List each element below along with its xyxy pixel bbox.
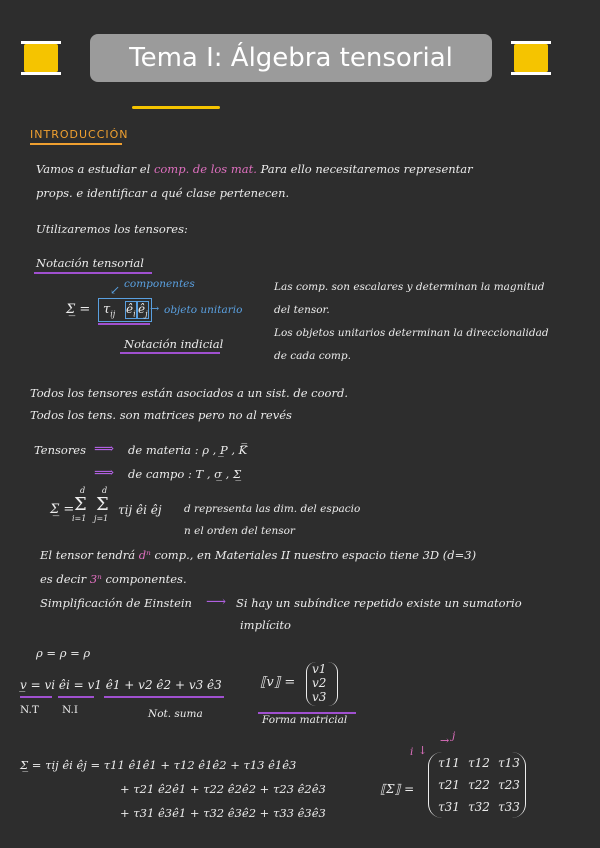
sum-line-2-b: componentes.	[105, 572, 187, 586]
objeto-label: objeto unitario	[164, 304, 243, 316]
sum-dn: dⁿ	[138, 548, 151, 562]
sum-lhs: Σ̲ =	[50, 502, 75, 517]
e2-symbol: ê	[138, 302, 146, 316]
intro-line-1-c: Para ello necesitaremos representar	[260, 162, 473, 176]
notacion-heading: Notación tensorial	[36, 256, 144, 270]
sum-upper-1: d	[80, 486, 86, 495]
m-13: τ13	[498, 756, 520, 770]
e1-sub: i	[133, 309, 136, 319]
intro-heading-underline	[30, 143, 122, 145]
tensores-label: Tensores	[34, 443, 87, 457]
m-32: τ32	[468, 800, 490, 814]
tau-sub: ij	[110, 309, 116, 319]
m-11: τ11	[438, 756, 460, 770]
notacion-e2	[138, 302, 148, 318]
einstein-text-2: implícito	[240, 618, 291, 632]
m-31: τ31	[438, 800, 460, 814]
intro-line-1	[36, 162, 473, 176]
tensor-matrix-lhs: ⟦Σ⟧ =	[380, 782, 415, 796]
e2-sub: j	[145, 309, 148, 319]
notacion-tau	[103, 302, 115, 319]
i-arrow-icon: ↓	[418, 744, 428, 757]
note-2: del tensor.	[274, 304, 330, 316]
props-line-2: Todos los tens. son matrices pero no al revés	[30, 408, 292, 422]
sum-line-1-b: comp., en Materiales II nuestro espacio tiene 3D (d=3)	[154, 548, 477, 562]
m-22: τ22	[468, 778, 490, 792]
vector-matrix-v3: v3	[312, 690, 327, 704]
page-title: Tema I: Álgebra tensorial	[129, 43, 453, 73]
i-label: i	[410, 746, 414, 758]
einstein-text-1: Si hay un subíndice repetido existe un sumatorio	[236, 596, 522, 610]
tensor-row-2: + τ21 ê2ê1 + τ22 ê2ê2 + τ23 ê2ê3	[120, 782, 326, 796]
rho-line: ρ = ρ = ρ	[36, 646, 91, 660]
vector-matrix-v1: v1	[312, 662, 327, 676]
tensores-materia: de materia : ρ , P̲ , K̿	[128, 443, 248, 457]
intro-line-1-a: Vamos a estudiar el	[36, 162, 151, 176]
sum-note-2: n el orden del tensor	[184, 525, 295, 537]
right-tab-decoration	[514, 44, 548, 72]
sum-upper-2: d	[102, 486, 108, 495]
einstein-label: Simplificación de Einstein	[40, 596, 192, 610]
title-underline	[132, 106, 220, 109]
note-1: Las comp. son escalares y determinan la magnitud	[274, 281, 545, 293]
sum-lower-j: j=1	[94, 514, 109, 523]
nt-label: N.T	[20, 704, 39, 716]
m-33: τ33	[498, 800, 520, 814]
props-line-1: Todos los tensores están asociados a un sist. de coord.	[30, 386, 348, 400]
ni-bracket	[58, 696, 94, 698]
intro-line-1-highlight: comp. de los mat.	[153, 162, 257, 176]
indicial-label: Notación indicial	[124, 337, 224, 351]
tau-symbol: τ	[103, 302, 111, 317]
note-4: de cada comp.	[274, 350, 351, 362]
ni-label: N.I	[62, 704, 79, 716]
sum-3n: 3ⁿ	[89, 572, 102, 586]
left-tab-decoration	[24, 44, 58, 72]
sum-line-1-a: El tensor tendrá	[40, 548, 136, 562]
j-label: j	[452, 730, 456, 742]
sum-note-1: d representa las dim. del espacio	[184, 503, 361, 515]
intro-heading: INTRODUCCIÓN	[30, 128, 129, 141]
intro-line-3: Utilizaremos los tensores:	[36, 222, 188, 236]
sum-sigma-1: Σ	[74, 494, 87, 515]
tensor-row-1: Σ̲ = τij êi êj = τ11 ê1ê1 + τ12 ê1ê2 + τ13 ê1ê3	[20, 758, 297, 772]
suma-bracket	[104, 696, 224, 698]
indicial-bracket	[98, 323, 150, 325]
tensores-campo: de campo : T , σ̲ , Σ̲	[128, 467, 242, 481]
nt-bracket	[20, 696, 52, 698]
tensores-arrow-1-icon: ⟹	[94, 441, 115, 457]
tensor-row-3: + τ31 ê3ê1 + τ32 ê3ê2 + τ33 ê3ê3	[120, 806, 326, 820]
indicial-underline	[120, 352, 220, 354]
tensores-arrow-2-icon: ⟹	[94, 465, 115, 481]
note-3: Los objetos unitarios determinan la direccionalidad	[274, 327, 549, 339]
sum-line-1	[40, 548, 476, 562]
not-suma-label: Not. suma	[148, 708, 203, 720]
e1-symbol: ê	[126, 302, 134, 316]
forma-underline	[258, 712, 356, 714]
notacion-heading-underline	[34, 272, 152, 274]
einstein-arrow-icon: ⟶	[206, 594, 227, 610]
componentes-label: componentes	[124, 278, 195, 290]
title-bar	[90, 34, 492, 82]
notacion-lhs: Σ̲ =	[66, 302, 91, 317]
sum-term: τij êi êj	[118, 503, 162, 517]
vector-matrix-lhs: ⟦v⟧ =	[260, 675, 296, 690]
j-arrow-icon: →	[440, 734, 450, 747]
intro-line-2: props. e identificar a qué clase pertenecen.	[36, 186, 290, 200]
objeto-arrow-icon: →	[150, 302, 160, 315]
sum-line-2	[40, 572, 187, 586]
sum-sigma-2: Σ	[96, 494, 109, 515]
m-21: τ21	[438, 778, 460, 792]
vector-matrix-v2: v2	[312, 676, 327, 690]
componentes-arrow-icon: ↙	[110, 283, 121, 297]
sum-line-2-a: es decir	[40, 572, 87, 586]
m-23: τ23	[498, 778, 520, 792]
m-12: τ12	[468, 756, 490, 770]
notacion-e1	[126, 302, 136, 318]
forma-matricial-label: Forma matricial	[262, 714, 348, 726]
vector-equation: v̲ = vi êi = v1 ê1 + v2 ê2 + v3 ê3	[20, 678, 222, 692]
sum-lower-i: i=1	[72, 514, 87, 523]
